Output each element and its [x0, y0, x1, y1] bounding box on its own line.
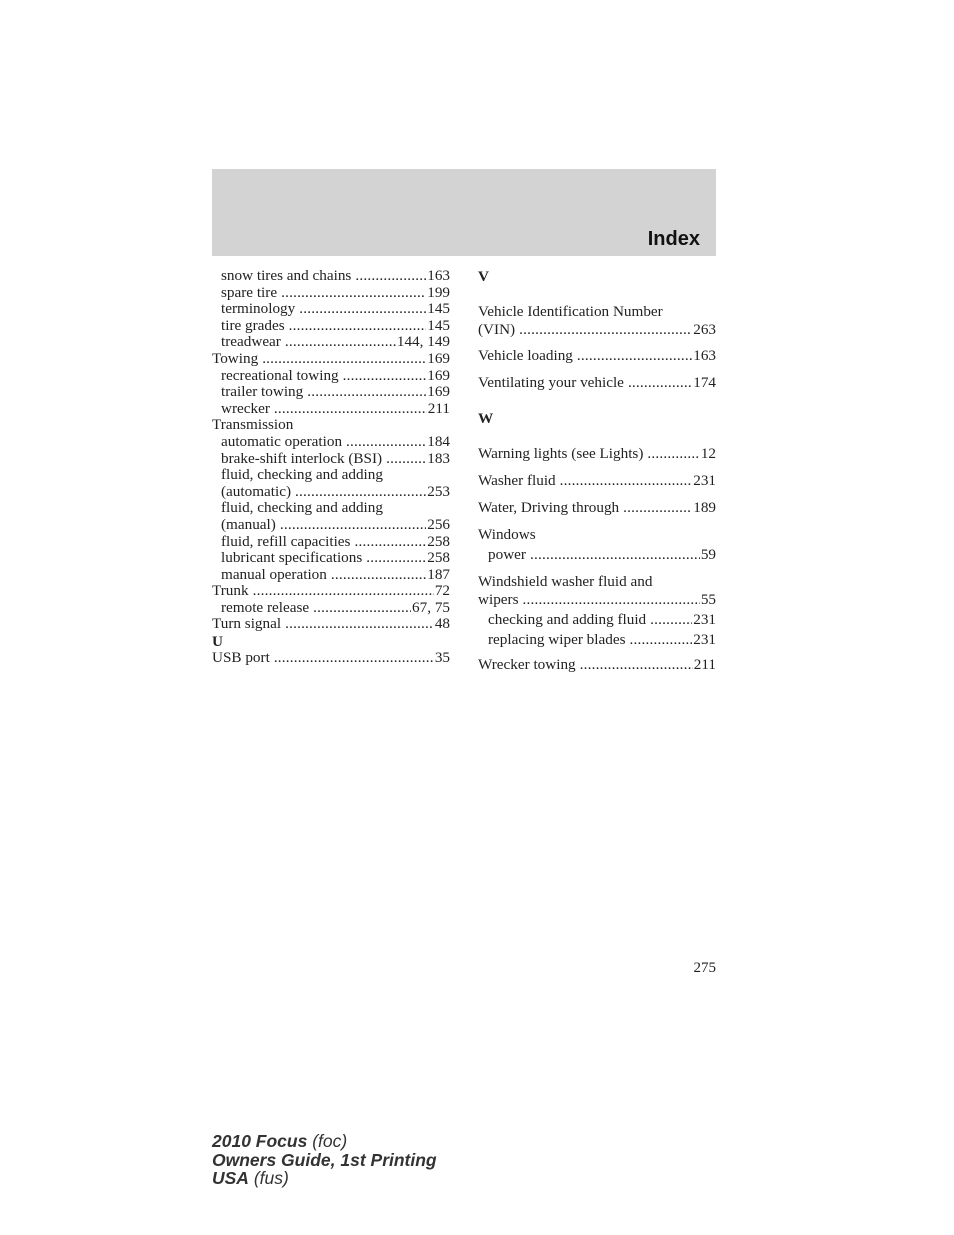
- index-entry: brake-shift interlock (BSI) ..... 183: [212, 451, 450, 468]
- index-entry: Warning lights (see Lights) ..... 12: [478, 445, 716, 463]
- index-entry: remote release ..... 67, 75: [212, 600, 450, 617]
- section-letter-w: W: [478, 410, 494, 427]
- index-entry: checking and adding fluid ..... 231: [478, 611, 716, 629]
- header-band: [212, 169, 716, 256]
- page-number: 275: [693, 960, 716, 976]
- index-entry: lubricant specifications ..... 258: [212, 550, 450, 567]
- index-entry: Washer fluid ..... 231: [478, 472, 716, 490]
- index-entry: Turn signal ..... 48: [212, 616, 450, 633]
- index-entry: recreational towing ..... 169: [212, 368, 450, 385]
- index-entry: (VIN) ..... 263: [478, 321, 716, 339]
- index-entry: Wrecker towing ..... 211: [478, 656, 716, 674]
- footer-line-1: 2010 Focus (foc): [212, 1131, 348, 1151]
- index-column-left: [212, 268, 450, 667]
- index-heading-entry: Transmission: [212, 416, 294, 434]
- index-entry: (automatic) ..... 253: [212, 484, 450, 501]
- index-entry: wipers ..... 55: [478, 591, 716, 609]
- index-entry: power ..... 59: [478, 546, 716, 564]
- index-entry: Trunk ..... 72: [212, 583, 450, 600]
- index-entry: automatic operation ..... 184: [212, 434, 450, 451]
- index-heading-entry: Windows: [478, 526, 536, 543]
- index-entry: terminology ..... 145: [212, 301, 450, 318]
- index-entry: Water, Driving through ..... 189: [478, 499, 716, 517]
- index-column-right: [478, 268, 716, 674]
- index-entry: trailer towing ..... 169: [212, 384, 450, 401]
- index-entry: spare tire ..... 199: [212, 285, 450, 302]
- footer-imprint: [212, 1132, 437, 1188]
- index-entry: wrecker ..... 211: [212, 401, 450, 418]
- index-entry-line: Vehicle Identification Number: [478, 303, 663, 320]
- index-entry: USB port ..... 35: [212, 650, 450, 667]
- index-entry-line: fluid, checking and adding: [221, 466, 383, 484]
- index-entry: Ventilating your vehicle ..... 174: [478, 374, 716, 392]
- index-entry: (manual) ..... 256: [212, 517, 450, 534]
- footer-line-3: USA (fus): [212, 1168, 289, 1188]
- section-letter-v: V: [478, 268, 489, 285]
- index-entry: fluid, refill capacities ..... 258: [212, 534, 450, 551]
- index-entry: Vehicle loading ..... 163: [478, 347, 716, 365]
- index-entry: Towing ..... 169: [212, 351, 450, 368]
- index-entry: tire grades ..... 145: [212, 318, 450, 335]
- index-entry: treadwear ..... 144, 149: [212, 334, 450, 351]
- footer-line-2: Owners Guide, 1st Printing: [212, 1149, 437, 1170]
- section-letter-u: U: [212, 633, 223, 651]
- index-entry-line: Windshield washer fluid and: [478, 573, 653, 590]
- page-title: Index: [647, 228, 700, 250]
- index-entry-line: fluid, checking and adding: [221, 499, 383, 517]
- index-entry: replacing wiper blades ..... 231: [478, 631, 716, 649]
- index-entry: manual operation ..... 187: [212, 567, 450, 584]
- index-entry: snow tires and chains ..... 163: [212, 268, 450, 285]
